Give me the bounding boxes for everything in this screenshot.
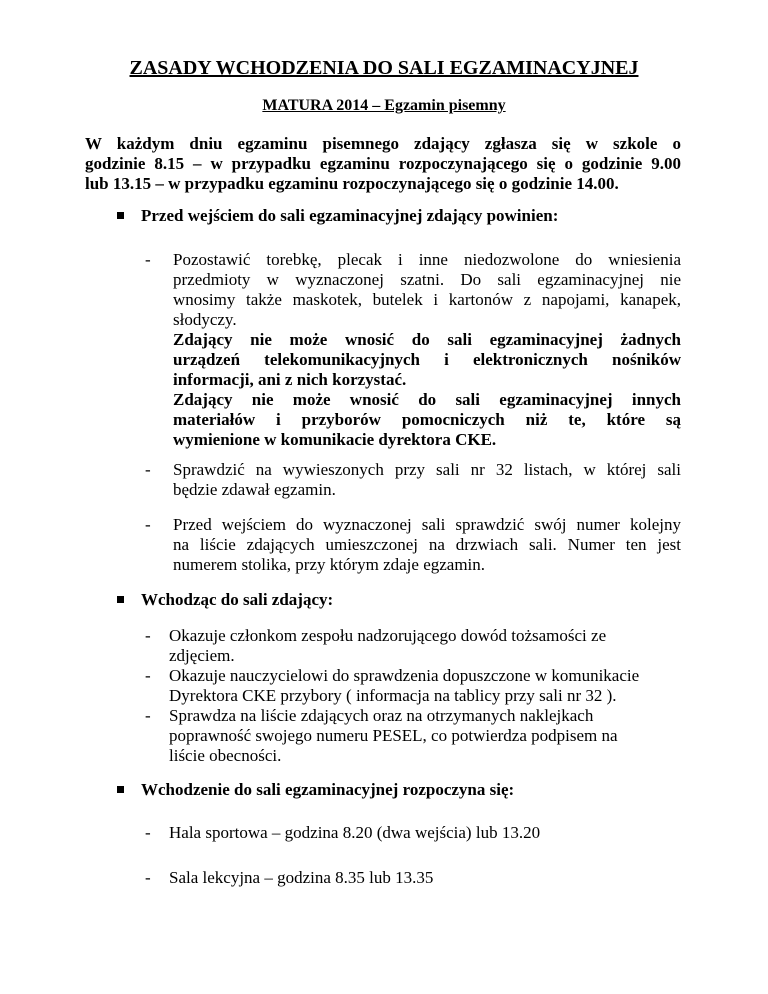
bold-warning-line: urządzeń telekomunikacyjnych i elektronicznych nośników — [173, 350, 681, 369]
item-line: słodyczy. — [173, 310, 237, 329]
bold-warning-line: wymienione w komunikacie dyrektora CKE. — [173, 430, 497, 449]
dash-bullet: - — [145, 626, 151, 645]
section-heading-text: Przed wejściem do sali egzaminacyjnej zdający powinien: — [141, 206, 559, 225]
item-line: Przed wejściem do wyznaczonej sali sprawdzić swój numer kolejny — [173, 515, 681, 534]
item-line: Okazuje członkom zespołu nadzorującego dowód tożsamości ze — [169, 626, 607, 645]
intro-line: godzinie 8.15 – w przypadku egzaminu rozpoczynającego się o godzinie 9.00 — [85, 154, 681, 173]
item-line: Dyrektora CKE przybory ( informacja na tablicy przy sali nr 32 ). — [169, 686, 617, 705]
list-item-body — [173, 460, 681, 500]
intro-paragraph — [85, 134, 681, 194]
dash-bullet: - — [145, 460, 151, 479]
list-item-body — [169, 666, 677, 706]
dash-bullet: - — [145, 666, 151, 685]
section-heading-text: Wchodząc do sali zdający: — [141, 590, 334, 609]
item-line: będzie zdawał egzamin. — [173, 480, 336, 499]
dash-bullet: - — [145, 515, 151, 534]
intro-line: W każdym dniu egzaminu pisemnego zdający zgłasza się w szkole o — [85, 134, 681, 153]
square-bullet-icon — [117, 212, 124, 219]
item-line: Sprawdza na liście zdających oraz na otrzymanych naklejkach — [169, 706, 594, 725]
bold-warning-line: informacji, ani z nich korzystać. — [173, 370, 407, 389]
dash-bullet: - — [145, 868, 151, 887]
item-line: Sala lekcyjna – godzina 8.35 lub 13.35 — [169, 868, 434, 887]
item-line: na liście zdających umieszczonej na drzwiach sali. Numer ten jest — [173, 535, 681, 554]
document-subtitle: MATURA 2014 – Egzamin pisemny — [262, 97, 506, 114]
dash-bullet: - — [145, 823, 151, 842]
intro-line: lub 13.15 – w przypadku egzaminu rozpoczynającego się o godzinie 14.00. — [85, 174, 619, 193]
item-line: Okazuje nauczycielowi do sprawdzenia dopuszczone w komunikacie — [169, 666, 640, 685]
list-item-body — [169, 626, 677, 666]
item-line: Hala sportowa – godzina 8.20 (dwa wejścia) lub 13.20 — [169, 823, 541, 842]
square-bullet-icon — [117, 786, 124, 793]
list-item-body — [169, 706, 677, 766]
square-bullet-icon — [117, 596, 124, 603]
item-line: poprawność swojego numeru PESEL, co potwierdza podpisem na — [169, 726, 618, 745]
item-line: numerem stolika, przy którym zdaje egzamin. — [173, 555, 486, 574]
item-line: Sprawdzić na wywieszonych przy sali nr 32 listach, w której sali — [173, 460, 681, 479]
list-item-body — [169, 823, 677, 843]
bold-warning-line: materiałów i przyborów pomocniczych niż te, które są — [173, 410, 681, 429]
item-line: wnosimy także maskotek, butelek i kartonów z napojami, kanapek, — [173, 290, 681, 309]
dash-bullet: - — [145, 250, 151, 269]
section-heading-text: Wchodzenie do sali egzaminacyjnej rozpoczyna się: — [141, 780, 515, 799]
list-item-body — [173, 515, 681, 575]
document-title: ZASADY WCHODZENIA DO SALI EGZAMINACYJNEJ — [129, 57, 639, 79]
bold-warning-line: Zdający nie może wnosić do sali egzaminacyjnej innych — [173, 390, 681, 409]
item-line: zdjęciem. — [169, 646, 235, 665]
list-item-body — [173, 250, 681, 450]
item-line: liście obecności. — [169, 746, 282, 765]
item-line: Pozostawić torebkę, plecak i inne niedozwolone do wniesienia — [173, 250, 681, 269]
list-item-body — [169, 868, 677, 888]
dash-bullet: - — [145, 706, 151, 725]
item-line: przedmioty w wyznaczonej szatni. Do sali egzaminacyjnej nie — [173, 270, 681, 289]
bold-warning-line: Zdający nie może wnosić do sali egzaminacyjnej żadnych — [173, 330, 681, 349]
